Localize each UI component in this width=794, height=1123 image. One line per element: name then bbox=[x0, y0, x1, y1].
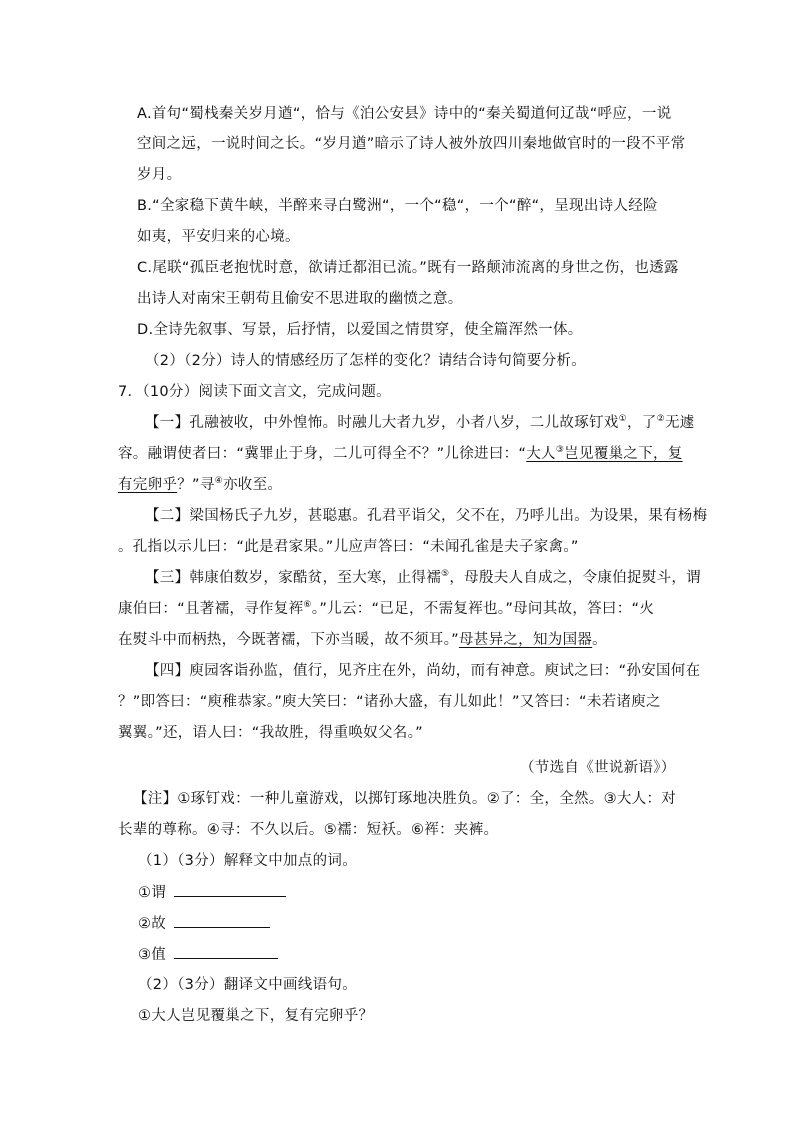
underlined-sentence-part-1: 大人③岂见覆巢之下，复 bbox=[526, 445, 683, 462]
option-b-line-1: B.“全家稳下黄牛峡，半醉来寻白鹭洲“，一个“稳“，一个“醉“，呈现出诗人经险 bbox=[137, 198, 658, 214]
note-marker-3: ③ bbox=[555, 445, 565, 456]
option-a-line-2: 空间之远，一说时间之长。“岁月遒”暗示了诗人被外放四川秦地做官时的一段不平常 bbox=[137, 136, 686, 152]
translation-item-1: ①大人岂见覆巢之下，复有完卵乎？ bbox=[138, 1008, 374, 1024]
passage-4-line-1: 【四】庾园客诣孙监，值行，见齐庄在外，尚幼，而有神意。庾试之曰：“孙安国何在 bbox=[145, 663, 701, 679]
passage-1-line-2: 容。融谓使者曰：“冀罪止于身，二儿可得全不？”儿徐进曰：“大人③岂见覆巢之下，复 bbox=[118, 445, 683, 462]
answer-blank-2[interactable] bbox=[174, 913, 270, 928]
passage-1-line-3: 有完卵乎？”寻④亦收至。 bbox=[118, 476, 283, 493]
option-c-line-1: C.尾联“孤臣老抱忧时意，欲请迁都泪已流。”既有一路颠沛流离的身世之伤，也透露 bbox=[137, 260, 679, 276]
option-d: D.全诗先叙事、写景，后抒情，以爱国之情贯穿，使全篇浑然一体。 bbox=[137, 322, 583, 338]
underlined-sentence-part-2: 有完卵乎 bbox=[118, 477, 178, 493]
passage-2-line-2: 。孔指以示儿曰：“此是君家果。”儿应声答曰：“未闻孔雀是夫子家禽。” bbox=[118, 539, 579, 555]
answer-blank-3[interactable] bbox=[174, 944, 278, 959]
q6-subquestion-2: （2）（2分）诗人的情感经历了怎样的变化？请结合诗句简要分析。 bbox=[145, 353, 586, 369]
q7-subquestion-1: （1）（3分）解释文中加点的词。 bbox=[138, 853, 357, 869]
answer-blank-1[interactable] bbox=[174, 882, 286, 897]
answer-item-2: ②故 bbox=[138, 913, 270, 934]
option-c-line-2: 出诗人对南宋王朝苟且偷安不思进取的幽愤之意。 bbox=[137, 291, 463, 307]
passage-3-line-3: 在熨斗中而柄热，今既著襦，下亦当暖，故不须耳。”母甚异之，知为国器。 bbox=[118, 632, 607, 648]
note-marker-1: ① bbox=[618, 414, 627, 425]
passage-3-line-2: 康伯曰：“且著襦，寻作复裈⑥。”儿云：“已足，不需复裈也。”母问其故，答曰：“火 bbox=[118, 600, 655, 617]
source-citation: （节选自《世说新语》） bbox=[520, 760, 676, 776]
option-a-line-1: A.首句“蜀栈秦关岁月遒“，恰与《泊公安县》诗中的“秦关蜀道何辽哉“呼应，一说 bbox=[137, 106, 672, 122]
passage-4-line-2: ？”即答曰：“庾稚恭家。”庾大笑曰：“诸孙大盛，有儿如此！”又答曰：“未若诸庾之 bbox=[118, 694, 661, 710]
q7-subquestion-2: （2）（3分）翻译文中画线语句。 bbox=[138, 977, 357, 993]
passage-2-line-1: 【二】梁国杨氏子九岁，甚聪惠。孔君平诣父，父不在，乃呼儿出。为设果，果有杨梅 bbox=[145, 508, 708, 524]
option-b-line-2: 如夷，平安归来的心境。 bbox=[137, 229, 300, 245]
note-marker-5: ⑤ bbox=[441, 569, 450, 580]
passage-1-line-1: 【一】孔融被收，中外惶怖。时融儿大者九岁，小者八岁，二儿故琢钉戏①，了②无遽 bbox=[145, 414, 695, 431]
answer-item-1: ①谓 bbox=[138, 882, 286, 903]
passage-4-line-3: 翼翼。”还，语人曰：“我故胜，得重唤奴父名。” bbox=[118, 725, 423, 741]
note-marker-2: ② bbox=[656, 414, 665, 425]
notes-line-2: 长辈的尊称。④寻：不久以后。⑤襦：短袄。⑥裈：夹裤。 bbox=[118, 822, 499, 838]
note-marker-4: ④ bbox=[214, 476, 223, 487]
q7-header: 7．（10分）阅读下面文言文，完成问题。 bbox=[118, 384, 391, 400]
underlined-sentence-2: 母甚异之，知为国器 bbox=[458, 632, 593, 648]
answer-item-3: ③值 bbox=[138, 944, 278, 965]
note-marker-6: ⑥ bbox=[303, 600, 312, 611]
notes-line-1: 【注】①琢钉戏：一种儿童游戏，以掷钉琢地决胜负。②了：全，全然。③大人：对 bbox=[133, 791, 677, 807]
passage-3-line-1: 【三】韩康伯数岁，家酷贫，至大寒，止得襦⑤，母殷夫人自成之，令康伯捉熨斗，谓 bbox=[145, 569, 701, 586]
option-a-line-3: 岁月。 bbox=[137, 167, 182, 183]
